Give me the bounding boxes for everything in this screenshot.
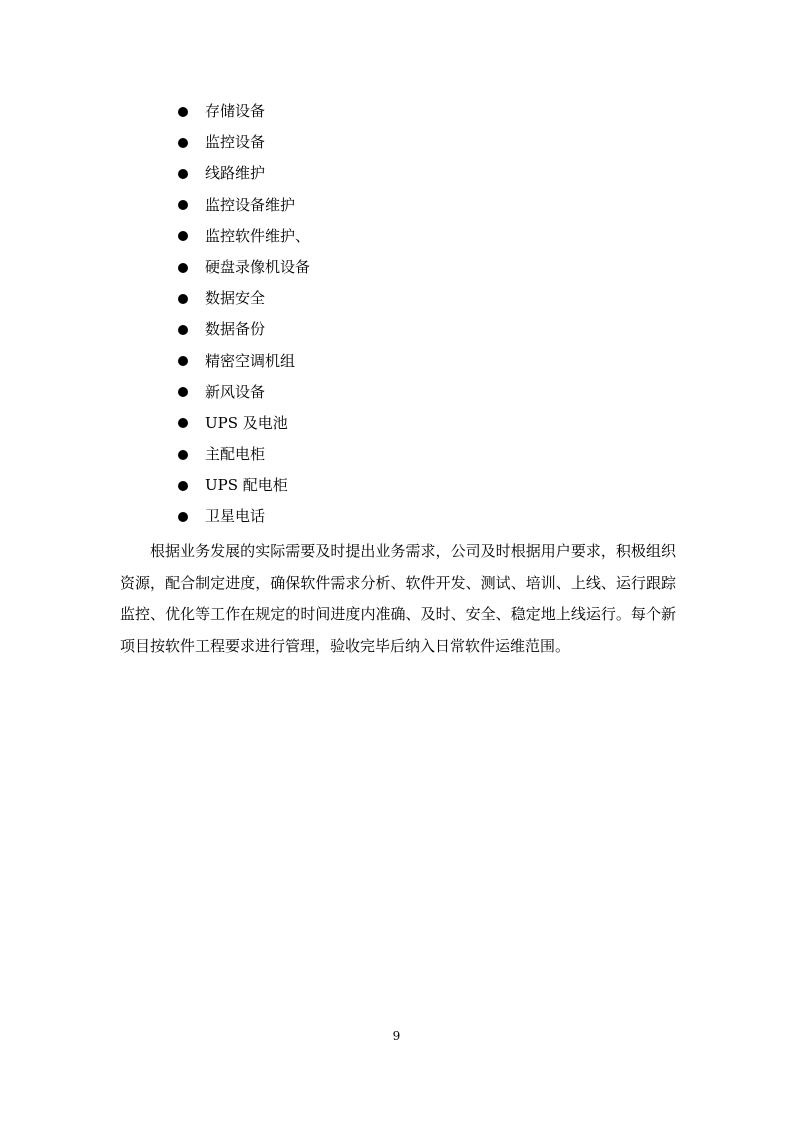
list-item [178, 408, 310, 439]
list-item-text: 监控设备维护 [205, 195, 296, 214]
list-item [178, 346, 310, 377]
list-item-text: 硬盘录像机设备 [205, 257, 311, 276]
list-item-text: UPS 配电柜 [205, 476, 288, 495]
bullet-icon [178, 325, 188, 335]
list-item-text: 新风设备 [205, 382, 266, 401]
bullet-icon [178, 200, 188, 210]
list-item-text: UPS 及电池 [205, 413, 288, 432]
bullet-icon [178, 138, 188, 148]
list-item [178, 158, 310, 189]
body-paragraph: 根据业务发展的实际需要及时提出业务需求，公司及时根据用户要求，积极组织资源，配合制定进度，确保软件需求分析、软件开发、测试、培训、上线、运行跟踪监控、优化等工作在规定的时间进度内准确、及时、安全、稳定地上线运行。每个新项目按软件工程要求进行管理，验收完毕后纳入日常软件运维范围。 [120, 542, 676, 655]
list-item-text: 监控软件维护、 [205, 226, 311, 245]
list-item-text: 数据安全 [205, 289, 266, 308]
bullet-icon [178, 107, 188, 117]
bullet-icon [178, 263, 188, 273]
page-number: 9 [392, 1029, 401, 1043]
list-item [178, 96, 310, 127]
bullet-icon [178, 387, 188, 397]
bullet-icon [178, 231, 188, 241]
bullet-icon [178, 481, 188, 491]
bullet-list [178, 96, 310, 533]
list-item-text: 线路维护 [205, 164, 266, 183]
list-item-text: 主配电柜 [205, 445, 266, 464]
list-item [178, 314, 310, 345]
list-item-text: 数据备份 [205, 320, 266, 339]
list-item [178, 439, 310, 470]
list-item-text: 监控设备 [205, 133, 266, 152]
list-item-text: 精密空调机组 [205, 351, 296, 370]
list-item [178, 470, 310, 501]
list-item [178, 190, 310, 221]
list-item [178, 501, 310, 532]
list-item [178, 377, 310, 408]
bullet-icon [178, 169, 188, 179]
list-item [178, 221, 310, 252]
list-item [178, 283, 310, 314]
list-item-text: 存储设备 [205, 102, 266, 120]
bullet-icon [178, 512, 188, 522]
list-item-text: 卫星电话 [205, 507, 266, 526]
list-item [178, 252, 310, 283]
bullet-icon [178, 450, 188, 460]
list-item [178, 127, 310, 158]
bullet-icon [178, 294, 188, 304]
bullet-icon [178, 356, 188, 366]
bullet-icon [178, 418, 188, 428]
